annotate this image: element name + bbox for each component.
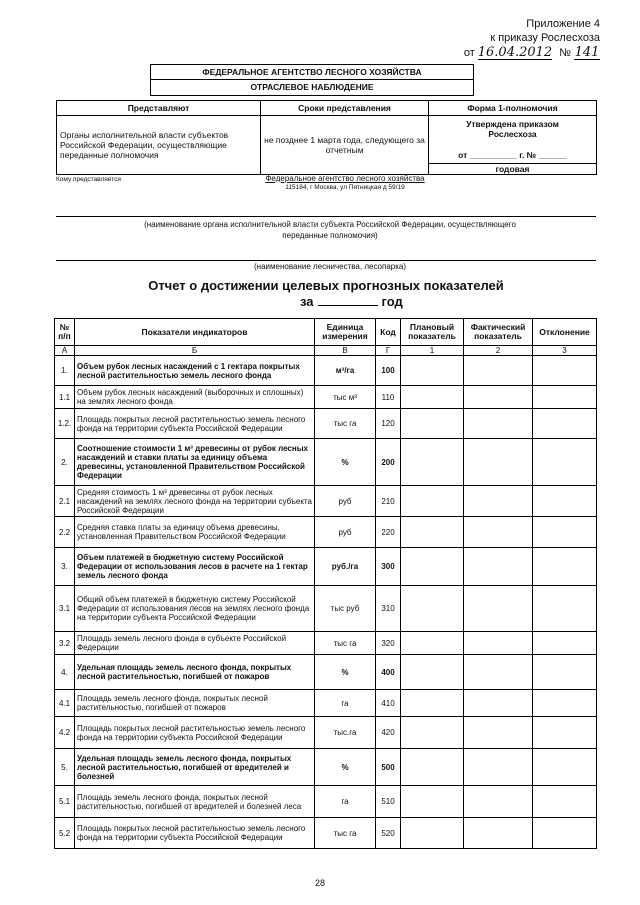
agency-subtitle: ОТРАСЛЕВОЕ НАБЛЮДЕНИЕ [250, 82, 374, 92]
header-plan: Плановый показатель [401, 319, 464, 346]
row-plan[interactable] [401, 786, 464, 818]
row-num: 4.1 [55, 690, 75, 717]
submit-approved-line: от __________ г. № ______ [458, 150, 567, 160]
row-deviation[interactable] [533, 409, 597, 439]
letter-g: Г [376, 346, 401, 356]
row-deviation[interactable] [533, 386, 597, 409]
row-deviation[interactable] [533, 818, 597, 849]
table-row [55, 586, 597, 632]
row-num: 1.1 [55, 386, 75, 409]
row-deviation[interactable] [533, 439, 597, 486]
agency-title: ФЕДЕРАЛЬНОЕ АГЕНТСТВО ЛЕСНОГО ХОЗЯЙСТВА [151, 65, 473, 80]
row-code: 410 [376, 690, 401, 717]
row-indicator: Средняя стоимость 1 м³ древесины от рубок лесных насаждений на землях лесного фонда на территории субъекта Российской Федерации [75, 486, 315, 517]
header-actual: Фактический показатель [464, 319, 533, 346]
indicators-table [54, 318, 597, 849]
row-num: 4. [55, 655, 75, 690]
row-actual[interactable] [464, 786, 533, 818]
organ-line [56, 216, 596, 217]
row-actual[interactable] [464, 655, 533, 690]
row-code: 320 [376, 632, 401, 655]
submit-form-cell [429, 116, 597, 175]
row-indicator: Площадь покрытых лесной растительностью земель лесного фонда на территории субъекта Российской Федерации [75, 717, 315, 749]
submit-who: Органы исполнительной власти субъектов Российской Федерации, осуществляющие переданные полномочия [57, 116, 261, 175]
row-num: 5.1 [55, 786, 75, 818]
row-plan[interactable] [401, 439, 464, 486]
row-indicator: Средняя ставка платы за единицу объема древесины, установленная Правительством Российской Федерации [75, 517, 315, 548]
row-indicator: Объем рубок лесных насаждений (выборочных и сплошных) на землях лесного фонда [75, 386, 315, 409]
row-deviation[interactable] [533, 655, 597, 690]
row-num: 2.1 [55, 486, 75, 517]
appendix-line3 [464, 46, 600, 60]
appendix-date: 16.04.2012 [477, 45, 553, 60]
row-code: 300 [376, 548, 401, 586]
submit-header-form: Форма 1-полномочия [429, 101, 597, 116]
row-deviation[interactable] [533, 632, 597, 655]
row-indicator: Удельная площадь земель лесного фонда, покрытых лесной растительностью, погибшей от пожаров [75, 655, 315, 690]
recipient-name: Федеральное агентство лесного хозяйства [265, 174, 425, 183]
letter-2: 2 [464, 346, 533, 356]
row-actual[interactable] [464, 548, 533, 586]
row-code: 420 [376, 717, 401, 749]
row-num: 2. [55, 439, 75, 486]
row-actual[interactable] [464, 356, 533, 386]
row-indicator: Объем рубок лесных насаждений с 1 гектара покрытых лесной растительностью земель лесного фонда [75, 356, 315, 386]
row-plan[interactable] [401, 749, 464, 786]
table-row [55, 786, 597, 818]
row-code: 400 [376, 655, 401, 690]
row-actual[interactable] [464, 717, 533, 749]
appendix-line2: к приказу Рослесхоза [490, 32, 600, 44]
header-num: № п/п [55, 319, 75, 346]
row-indicator: Площадь земель лесного фонда в субъекте Российской Федерации [75, 632, 315, 655]
submit-when: не позднее 1 марта года, следующего за отчетным [261, 116, 429, 175]
agency-box [150, 64, 474, 96]
row-unit: га [315, 690, 376, 717]
row-indicator: Соотношение стоимости 1 м³ древесины от рубок лесных насаждений и ставки платы за единицу объема древесины, установленной Правительством Российской Федерации [75, 439, 315, 486]
row-deviation[interactable] [533, 786, 597, 818]
table-row [55, 409, 597, 439]
row-deviation[interactable] [533, 486, 597, 517]
row-plan[interactable] [401, 356, 464, 386]
row-code: 200 [376, 439, 401, 486]
row-deviation[interactable] [533, 690, 597, 717]
row-plan[interactable] [401, 818, 464, 849]
letter-a: А [55, 346, 75, 356]
row-indicator: Объем платежей в бюджетную систему Российской Федерации от использования лесов в расчете на 1 гектар земель лесного фонда [75, 548, 315, 586]
row-plan[interactable] [401, 548, 464, 586]
from-label: от [463, 47, 475, 59]
row-code: 110 [376, 386, 401, 409]
report-year-label: год [381, 294, 403, 309]
row-actual[interactable] [464, 818, 533, 849]
table-row [55, 749, 597, 786]
row-deviation[interactable] [533, 548, 597, 586]
table-row [55, 356, 597, 386]
row-deviation[interactable] [533, 717, 597, 749]
row-code: 120 [376, 409, 401, 439]
header-code: Код [376, 319, 401, 346]
table-row [55, 655, 597, 690]
row-deviation[interactable] [533, 356, 597, 386]
row-code: 510 [376, 786, 401, 818]
row-plan[interactable] [401, 486, 464, 517]
row-actual[interactable] [464, 486, 533, 517]
row-num: 1.2. [55, 409, 75, 439]
row-code: 500 [376, 749, 401, 786]
letter-b: Б [75, 346, 315, 356]
row-indicator: Общий объем платежей в бюджетную систему Российской Федерации от использования лесов на землях лесного фонда на территории субъекта Российской Федерации [75, 586, 315, 632]
row-deviation[interactable] [533, 586, 597, 632]
letter-v: В [315, 346, 376, 356]
row-actual[interactable] [464, 690, 533, 717]
row-indicator: Удельная площадь земель лесного фонда, покрытых лесной растительностью, погибшей от вредителей и болезней [75, 749, 315, 786]
table-row [55, 632, 597, 655]
row-unit: руб [315, 486, 376, 517]
row-unit: тыс.га [315, 717, 376, 749]
row-actual[interactable] [464, 586, 533, 632]
indicators-body [55, 356, 597, 849]
row-deviation[interactable] [533, 517, 597, 548]
appendix-number: 141 [574, 45, 600, 60]
row-actual[interactable] [464, 386, 533, 409]
table-row [55, 548, 597, 586]
table-row [55, 486, 597, 517]
row-unit: тыс руб [315, 586, 376, 632]
row-unit: % [315, 749, 376, 786]
row-actual[interactable] [464, 439, 533, 486]
row-plan[interactable] [401, 517, 464, 548]
row-plan[interactable] [401, 632, 464, 655]
recipient-label: Кому представляется [56, 176, 121, 183]
row-plan[interactable] [401, 655, 464, 690]
row-plan[interactable] [401, 690, 464, 717]
report-for-label: за [300, 294, 314, 309]
row-num: 5. [55, 749, 75, 786]
report-period [300, 294, 403, 309]
number-label: № [559, 47, 571, 59]
row-unit: руб [315, 517, 376, 548]
row-num: 3.2 [55, 632, 75, 655]
row-plan[interactable] [401, 586, 464, 632]
report-title: Отчет о достижении целевых прогнозных показателей [148, 278, 504, 293]
row-deviation[interactable] [533, 749, 597, 786]
letter-1: 1 [401, 346, 464, 356]
header-deviation: Отклонение [533, 319, 597, 346]
row-indicator: Площадь земель лесного фонда, покрытых лесной растительностью, погибшей от вредителей и болезней леса [75, 786, 315, 818]
forestry-caption: (наименование лесничества, лесопарка) [254, 262, 406, 271]
table-row [55, 818, 597, 849]
header-unit: Единица измерения [315, 319, 376, 346]
header-indicator: Показатели индикаторов [75, 319, 315, 346]
table-row [55, 690, 597, 717]
submit-period: годовая [429, 163, 596, 174]
row-actual[interactable] [464, 517, 533, 548]
row-plan[interactable] [401, 717, 464, 749]
row-plan[interactable] [401, 386, 464, 409]
table-row [55, 717, 597, 749]
row-actual[interactable] [464, 409, 533, 439]
submit-header-who: Представляют [57, 101, 261, 116]
row-code: 310 [376, 586, 401, 632]
row-code: 100 [376, 356, 401, 386]
recipient-address: 115184, г Москва, ул Пятницкая д 59/19 [285, 184, 405, 191]
organ-caption: (наименование органа исполнительной власти субъекта Российской Федерации, осуществляющего переданные полномочия) [144, 220, 516, 240]
row-plan[interactable] [401, 409, 464, 439]
page-number: 28 [314, 878, 325, 888]
row-unit: тыс га [315, 818, 376, 849]
row-unit: м³/га [315, 356, 376, 386]
appendix-line1: Приложение 4 [526, 18, 600, 30]
row-actual[interactable] [464, 632, 533, 655]
row-num: 4.2 [55, 717, 75, 749]
row-num: 5.2 [55, 818, 75, 849]
table-row [55, 517, 597, 548]
row-num: 3. [55, 548, 75, 586]
row-unit: % [315, 439, 376, 486]
row-indicator: Площадь покрытых лесной растительностью земель лесного фонда на территории субъекта Российской Федерации [75, 818, 315, 849]
letter-3: 3 [533, 346, 597, 356]
row-unit: руб./га [315, 548, 376, 586]
row-num: 3.1 [55, 586, 75, 632]
submit-approved: Утверждена приказом Рослесхоза [466, 119, 559, 139]
row-num: 1. [55, 356, 75, 386]
row-code: 520 [376, 818, 401, 849]
row-unit: % [315, 655, 376, 690]
table-row [55, 439, 597, 486]
row-indicator: Площадь покрытых лесной растительностью земель лесного фонда на территории субъекта Российской Федерации [75, 409, 315, 439]
row-unit: га [315, 786, 376, 818]
row-code: 210 [376, 486, 401, 517]
row-indicator: Площадь земель лесного фонда, покрытых лесной растительностью, погибшей от пожаров [75, 690, 315, 717]
submission-table [56, 100, 597, 175]
row-unit: тыс га [315, 409, 376, 439]
row-num: 2.2 [55, 517, 75, 548]
submit-header-when: Сроки представления [261, 101, 429, 116]
row-code: 220 [376, 517, 401, 548]
table-row [55, 386, 597, 409]
report-year-blank [318, 305, 378, 306]
row-unit: тыс м³ [315, 386, 376, 409]
forestry-line [56, 260, 596, 261]
row-unit: тыс га [315, 632, 376, 655]
row-actual[interactable] [464, 749, 533, 786]
